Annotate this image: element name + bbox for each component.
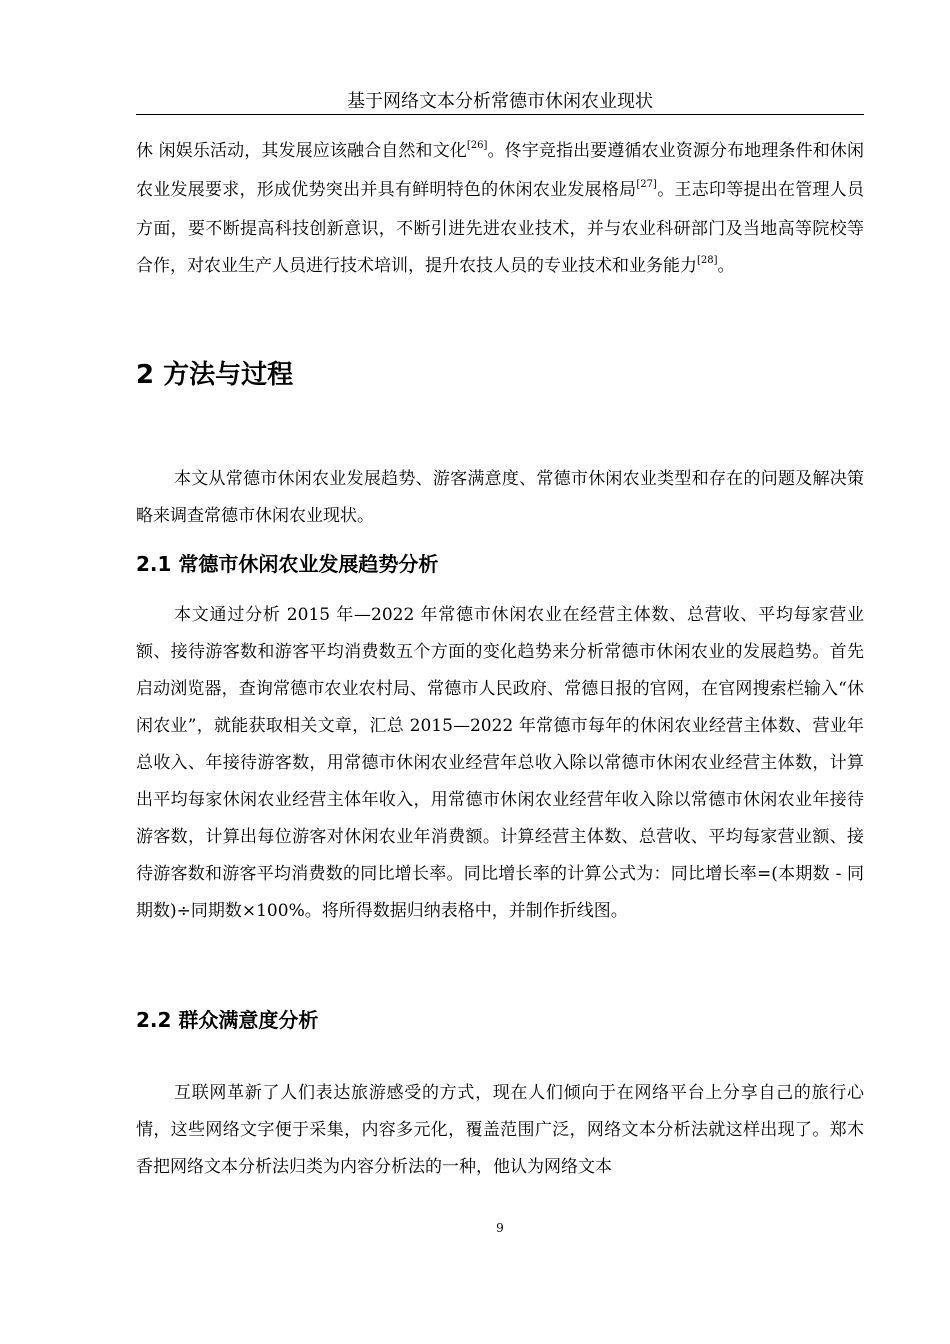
- intro-text-3: 。王志印等提出在管理人员方面，要不断提高科技创新意识，不断引进先进农业技术，并与农业科研部门及当地高等院校等合作，对农业生产人员进行技术培训，提升农技人员的专业技术和业务能力: [136, 180, 865, 276]
- intro-paragraph: [136, 133, 864, 287]
- section-2-2-heading: 2.2 群众满意度分析: [136, 1008, 319, 1032]
- intro-text-1: 休 闲娱乐活动，其发展应该融合自然和文化: [136, 141, 467, 161]
- section-2-2-paragraph: 互联网革新了人们表达旅游感受的方式，现在人们倾向于在网络平台上分享自己的旅行心情，这些网络文字便于采集，内容多元化，覆盖范围广泛，网络文本分析法就这样出现了。郑木香把网络文本分析法归类为内容分析法的一种，他认为网络文本: [136, 1083, 864, 1177]
- running-header: 基于网络文本分析常德市休闲农业现状: [347, 91, 653, 112]
- citation-26: [26]: [466, 140, 488, 151]
- intro-text-4: 。: [717, 256, 735, 276]
- header-rule: [136, 114, 864, 115]
- section-2-paragraph: 本文从常德市休闲农业发展趋势、游客满意度、常德市休闲农业类型和存在的问题及解决策略来调查常德市休闲农业现状。: [136, 469, 864, 526]
- section-2-1-paragraph: 本文通过分析 2015 年—2022 年常德市休闲农业在经营主体数、总营收、平均每家营业额、接待游客数和游客平均消费数五个方面的变化趋势来分析常德市休闲农业的发展趋势。首先启动浏览器，查询常德市农业农村局、常德市人民政府、常德日报的官网，在官网搜索栏输入“休闲农业”，就能获取相关文章，汇总 2015—2022 年常德市每年的休闲农业经营主体数、营业年总收入、年接待游客数，用常德市休闲农业经营年总收入除以常德市休闲农业经营主体数，计算出平均每家休闲农业经营主体年收入，用常德市休闲农业经营年收入除以常德市休闲农业年接待游客数，计算出每位游客对休闲农业年消费额。计算经营主体数、总营收、平均每家营业额、接待游客数和游客平均消费数的同比增长率。同比增长率的计算公式为：同比增长率=(本期数 - 同期数)÷同期数×100%。将所得数据归纳表格中，并制作折线图。: [136, 605, 864, 921]
- citation-27: [27]: [636, 179, 657, 190]
- citation-28: [28]: [697, 255, 718, 266]
- section-2-1-heading: 2.1 常德市休闲农业发展趋势分析: [136, 552, 439, 576]
- page-number: 9: [496, 1221, 504, 1235]
- intro-text-2: 。佟宇竞指出要遵循农业资源分布地理条件和休闲农业发展要求，形成优势突出并具有鲜明特色的休闲农业发展格局: [136, 141, 865, 200]
- section-2-heading: 2 方法与过程: [136, 360, 294, 390]
